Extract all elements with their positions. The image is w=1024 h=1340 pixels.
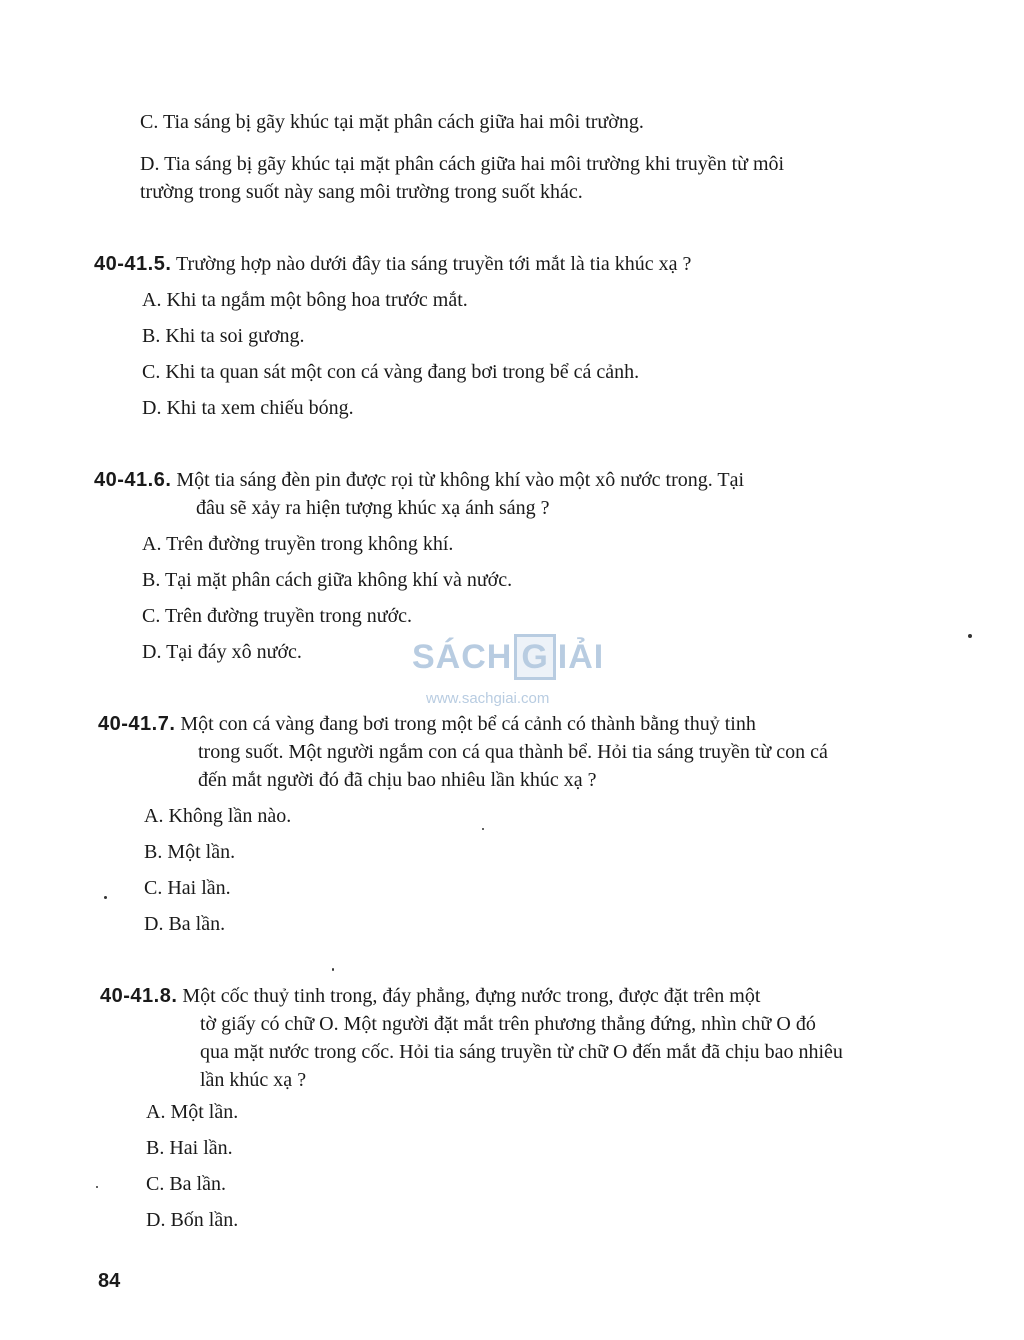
scan-speck <box>332 968 334 971</box>
question-8-number: 40-41.8. <box>100 985 178 1007</box>
watermark-left-text: SÁCH <box>412 637 513 676</box>
question-6-text-line2: đâu sẽ xảy ra hiện tượng khúc xạ ánh sáng ? <box>196 497 550 519</box>
q6-option-c: C. Trên đường truyền trong nước. <box>142 605 413 627</box>
page-number: 84 <box>98 1270 121 1292</box>
q7-option-c: C. Hai lần. <box>144 877 231 899</box>
watermark-box-letter: G <box>514 634 555 680</box>
question-7-text-line1: Một con cá vàng đang bơi trong một bể cá cảnh có thành bằng thuỷ tinh <box>180 713 756 735</box>
option-c-prev: C. Tia sáng bị gãy khúc tại mặt phân cách giữa hai môi trường. <box>140 111 644 133</box>
question-7-text-line2: trong suốt. Một người ngắm con cá qua thành bể. Hỏi tia sáng truyền từ con cá <box>198 741 828 763</box>
question-7 <box>98 710 756 738</box>
q6-option-b: B. Tại mặt phân cách giữa không khí và nước. <box>142 569 513 591</box>
scan-speck <box>968 634 972 638</box>
question-6-number: 40-41.6. <box>94 469 172 491</box>
question-8-text-line2: tờ giấy có chữ O. Một người đặt mắt trên phương thẳng đứng, nhìn chữ O đó <box>200 1013 816 1035</box>
q7-option-d: D. Ba lần. <box>144 913 226 935</box>
question-8-text-line1: Một cốc thuỷ tinh trong, đáy phẳng, đựng nước trong, được đặt trên một <box>182 985 761 1007</box>
watermark-logo <box>412 620 622 720</box>
question-5 <box>94 250 691 278</box>
q7-option-a: A. Không lần nào. <box>144 805 292 827</box>
q5-option-b: B. Khi ta soi gương. <box>142 325 305 347</box>
question-5-number: 40-41.5. <box>94 253 172 275</box>
q6-option-d: D. Tại đáy xô nước. <box>142 641 302 663</box>
question-7-text-line3: đến mắt người đó đã chịu bao nhiêu lần khúc xạ ? <box>198 769 597 791</box>
q5-option-d: D. Khi ta xem chiếu bóng. <box>142 397 354 419</box>
q5-option-a: A. Khi ta ngắm một bông hoa trước mắt. <box>142 289 468 311</box>
question-6-text-line1: Một tia sáng đèn pin được rọi từ không khí vào một xô nước trong. Tại <box>176 469 745 491</box>
q8-option-a: A. Một lần. <box>146 1101 239 1123</box>
q5-option-c: C. Khi ta quan sát một con cá vàng đang bơi trong bể cá cảnh. <box>142 361 640 383</box>
question-8 <box>100 982 760 1010</box>
scan-speck <box>104 896 107 899</box>
question-8-text-line3: qua mặt nước trong cốc. Hỏi tia sáng truyền từ chữ O đến mắt đã chịu bao nhiêu <box>200 1041 843 1063</box>
question-6 <box>94 466 744 494</box>
q8-option-b: B. Hai lần. <box>146 1137 233 1159</box>
q6-option-a: A. Trên đường truyền trong không khí. <box>142 533 454 555</box>
scan-speck <box>482 828 484 830</box>
question-8-text-line4: lần khúc xạ ? <box>200 1069 307 1091</box>
q7-option-b: B. Một lần. <box>144 841 236 863</box>
q8-option-c: C. Ba lần. <box>146 1173 226 1195</box>
watermark-url: www.sachgiai.com <box>426 690 550 707</box>
option-d-prev-line1: D. Tia sáng bị gãy khúc tại mặt phân cách giữa hai môi trường khi truyền từ môi <box>140 153 785 175</box>
scan-speck <box>96 1186 98 1188</box>
q8-option-d: D. Bốn lần. <box>146 1209 239 1231</box>
question-7-number: 40-41.7. <box>98 713 176 735</box>
watermark-right-text: IẢI <box>557 637 605 676</box>
option-d-prev-line2: trường trong suốt này sang môi trường trong suốt khác. <box>140 181 583 203</box>
question-5-text: Trường hợp nào dưới đây tia sáng truyền tới mắt là tia khúc xạ ? <box>176 253 692 275</box>
